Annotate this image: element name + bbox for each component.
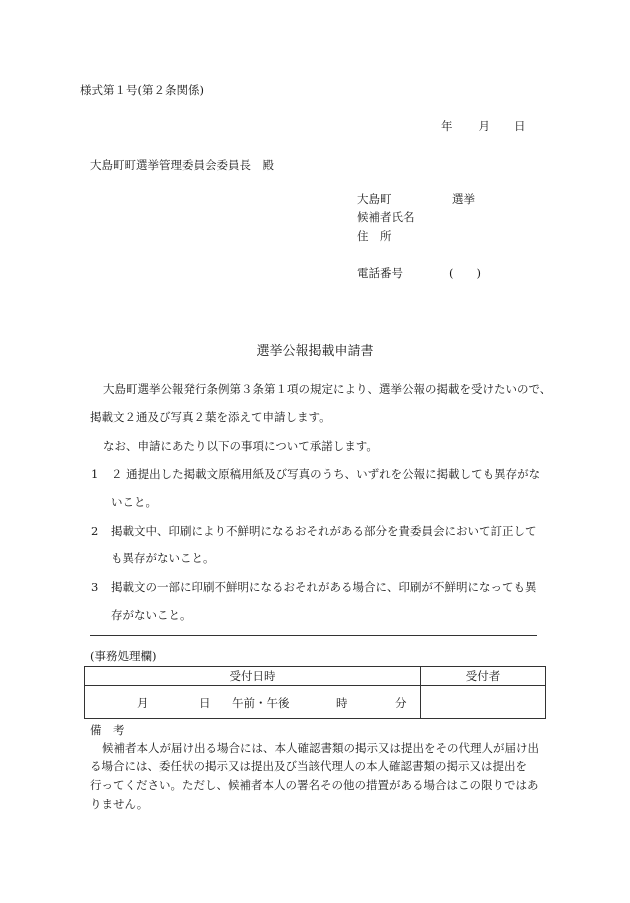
minute-label: 分: [395, 696, 407, 710]
item-2-line-1: 掲載文中、印刷により不鮮明になるおそれがある部分を貴委員会において訂正して: [111, 524, 537, 538]
day-label: 日: [199, 696, 211, 710]
recipient: 大島町町選挙管理委員会委員長 殿: [90, 158, 274, 172]
phone-label: 電話番号: [357, 266, 403, 280]
receiver-cell[interactable]: [421, 686, 546, 719]
phone-parens: ( ): [449, 266, 481, 280]
received-datetime-cell: [85, 686, 421, 719]
item-1-line-1: ２ 通提出した掲載文原稿用紙及び写真のうち、いずれを公報に掲載しても異存がな: [111, 467, 541, 481]
office-use-label: (事務処理欄): [90, 649, 157, 663]
date-line: [441, 120, 526, 134]
item-3-number: 3: [91, 580, 99, 594]
remark-line-1: 候補者本人が届け出る場合には、本人確認書類の掲示又は提出をその代理人が届け出: [102, 741, 539, 755]
date-month: 月: [478, 119, 490, 133]
item-2-line-2: も異存がないこと。: [111, 551, 215, 565]
hour-label: 時: [336, 696, 348, 710]
date-year: 年: [441, 119, 453, 133]
form-number: 様式第１号(第２条関係): [80, 83, 204, 97]
item-1-line-2: いこと。: [111, 495, 157, 509]
remarks-label: 備 考: [90, 723, 125, 737]
divider: [90, 635, 537, 636]
item-2-number: 2: [91, 524, 99, 538]
date-day: 日: [514, 119, 526, 133]
remark-line-3: 行ってください。ただし、候補者本人の署名その他の措置がある場合はこの限りではあ: [90, 778, 539, 792]
item-1-number: 1: [91, 467, 99, 481]
item-3-line-2: 存がないこと。: [111, 608, 192, 622]
consent-line: なお、申請にあたり以下の事項について承諾します。: [103, 439, 378, 453]
applicant-town-row: [357, 193, 475, 207]
remark-line-2: る場合には、委任状の掲示又は提出及び当該代理人の本人確認書類の掲示又は提出を: [90, 759, 527, 773]
candidate-name-label: 候補者氏名: [357, 210, 415, 224]
applicant-town: 大島町: [357, 192, 392, 206]
phone-row: [357, 267, 481, 281]
month-label: 月: [137, 696, 149, 710]
address-label: 住 所: [357, 229, 392, 243]
item-3-line-1: 掲載文の一部に印刷不鮮明になるおそれがある場合に、印刷が不鮮明になっても異: [111, 580, 537, 594]
intro-line-2: 掲載文２通及び写真２葉を添えて申請します。: [90, 410, 331, 424]
receiver-header: 受付者: [421, 667, 546, 686]
received-datetime-header: 受付日時: [85, 667, 421, 686]
document-title: 選挙公報掲載申請書: [256, 344, 374, 359]
applicant-election: 選挙: [452, 192, 475, 206]
intro-line-1: 大島町選挙公報発行条例第３条第１項の規定により、選挙公報の掲載を受けたいので、: [103, 382, 552, 396]
remark-line-4: りません。: [90, 797, 149, 811]
office-use-table: [84, 666, 546, 719]
ampm-label: 午前・午後: [232, 696, 290, 710]
